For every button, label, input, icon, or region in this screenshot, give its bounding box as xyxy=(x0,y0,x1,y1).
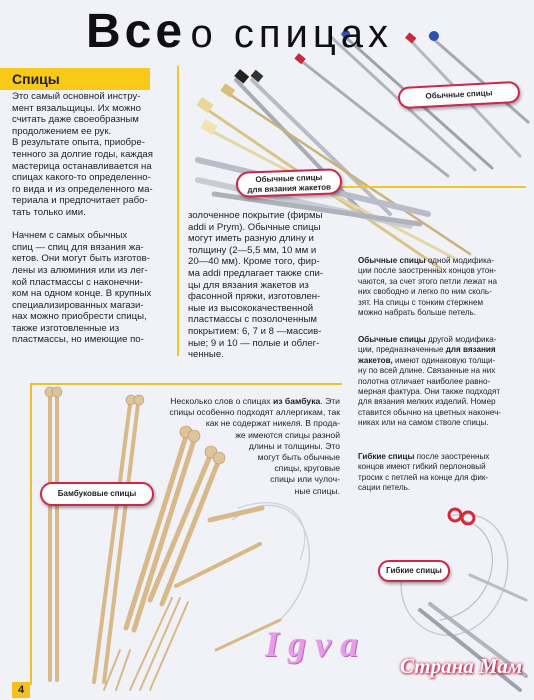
text-line: мерная фактура. Они также подходят xyxy=(358,387,501,397)
text-line: ну по всей длине. Связанные на них xyxy=(358,366,496,376)
text-span: одной модифика- xyxy=(425,256,494,265)
text-line: спиц — спиц для вязания жа- xyxy=(12,241,144,253)
text-line: пластмассы с позолоченным xyxy=(188,314,317,326)
text-line: них свободно и легко по ним сколь- xyxy=(358,287,492,297)
text-line: тенного за долгие годы, каждая xyxy=(12,148,153,160)
page-title-rest: о спицах xyxy=(190,12,394,56)
label-line: Обычные спицы xyxy=(255,172,323,185)
text-line: Начнем с самых обычных xyxy=(12,230,128,242)
page-title-bold: Все xyxy=(86,5,187,58)
term-for-jackets: для вязания xyxy=(445,345,496,355)
text-line xyxy=(358,345,528,355)
text-line: мент вязальщицы. Их можно xyxy=(12,102,142,114)
watermark: Igva xyxy=(265,624,367,664)
text-line: ции после заостренных концов утон- xyxy=(358,266,497,276)
text-span: имеют одинаковую толщи- xyxy=(392,355,496,365)
text-line: 20—40 мм). Кроме того, фир- xyxy=(188,256,320,268)
text-line xyxy=(150,396,340,407)
text-line: ма addi предлагает также спи- xyxy=(188,267,324,279)
text-line: могут быть обычные xyxy=(257,452,340,463)
text-line: тать только ими. xyxy=(12,206,86,218)
label-flexible-needles: Гибкие спицы xyxy=(378,560,450,582)
text-line: сации петель. xyxy=(358,483,411,493)
text-line: также изготовленные из xyxy=(12,322,120,334)
text-line xyxy=(358,256,528,266)
text-line: спицы, круговые xyxy=(274,463,340,474)
text-span: ции, предназначенные xyxy=(358,345,446,355)
horizontal-divider xyxy=(326,186,526,188)
text-line: addi и Prym). Обычные спицы xyxy=(188,221,321,233)
text-line: как не содержат никеля. В прода- xyxy=(205,418,340,429)
text-line: ченные. xyxy=(188,349,224,361)
text-span: . Эти xyxy=(320,396,340,406)
text-line: длины и толщины. Это xyxy=(248,440,340,451)
term-bamboo: из бамбука xyxy=(272,396,321,406)
text-line: считать даже своеобразным xyxy=(12,114,139,126)
text-line: териала и предпочитает рабо- xyxy=(12,195,148,207)
page-title xyxy=(86,4,516,62)
text-line: тросик с петлей на конце для фик- xyxy=(358,472,489,482)
text-line: покрытием: 6, 7 и 8 —массив- xyxy=(188,325,322,337)
flexible-needles-description xyxy=(358,452,528,494)
text-line: ные; 9 и 10 — полые и облег- xyxy=(188,337,320,349)
text-line: можно набрать больше петель. xyxy=(358,308,477,318)
text-line: спицы или чулоч- xyxy=(270,474,340,485)
text-line: спицы особенно подходят аллергикам, так xyxy=(169,407,340,418)
text-line: никах или на самом стволе спицы. xyxy=(358,418,489,428)
text-line: ные из высококачественной xyxy=(188,302,314,314)
text-line: полотна отличает наиболее равно- xyxy=(358,376,491,386)
text-line: кой пластмассы с наконечни- xyxy=(12,276,143,288)
label-jacket-needles xyxy=(236,168,343,198)
text-line: пластмассы, но имеющие по- xyxy=(12,334,144,346)
regular-needles-description xyxy=(358,256,528,318)
text-line: лены из алюминия или из лег- xyxy=(12,264,148,276)
text-line: фасонной пряжи, изготовлен- xyxy=(188,291,321,303)
text-line: концов имеют гибкий перлоновый xyxy=(358,462,486,472)
text-line: ные спицы. xyxy=(294,485,340,496)
text-line: продолжением ее рук. xyxy=(12,125,112,137)
text-line: Это самый основной инстру- xyxy=(12,91,141,102)
text-line: для вязания мелких изделий. Номер xyxy=(358,397,496,407)
bamboo-description xyxy=(150,396,340,497)
section-tag: Спицы xyxy=(0,68,150,90)
text-line: могут иметь разную длину и xyxy=(188,233,314,245)
text-span: другой модифика- xyxy=(425,335,497,344)
text-line: спицах какого-то определенно- xyxy=(12,172,151,184)
text-line: В результате опыта, приобре- xyxy=(12,137,145,149)
label-bamboo-needles: Бамбуковые спицы xyxy=(40,482,154,506)
text-line: цы для вязания жакетов из xyxy=(188,279,309,291)
text-line: толщину (2—5,5 мм, 10 мм и xyxy=(188,244,317,256)
text-line xyxy=(358,335,528,345)
term-jackets: жакетов, xyxy=(358,355,393,365)
label-regular-needles: Обычные спицы xyxy=(398,81,521,109)
term-regular-needles: Обычные спицы xyxy=(358,335,426,344)
intro-column xyxy=(12,91,178,346)
text-span: Несколько слов о спицах xyxy=(170,396,273,406)
text-span: после заостренных xyxy=(414,452,490,461)
text-line: нах можно приобрести спицы, xyxy=(12,311,147,323)
term-regular-needles: Обычные спицы xyxy=(358,256,426,265)
text-line: ставится обычно на цветных наконеч- xyxy=(358,407,501,417)
text-line: кетов. Они могут быть изготов- xyxy=(12,253,150,265)
page-number: 4 xyxy=(12,682,30,698)
text-line xyxy=(358,452,528,462)
jacket-needles-description xyxy=(358,335,528,429)
text-line: зят. На спицы с тонким стержнем xyxy=(358,297,484,307)
text-line: же имеются спицы разной xyxy=(235,429,340,440)
text-line: золоченное покрытие (фирмы xyxy=(188,210,323,221)
text-line: чаются, за счет этого петли лежат на xyxy=(358,276,498,286)
text-line: го вида и из определенного ма- xyxy=(12,183,153,195)
text-line: ком на одном конце. В крупных xyxy=(12,288,152,300)
text-line xyxy=(358,356,528,366)
coated-needles-column xyxy=(188,210,338,361)
brand-watermark: Страна Мам xyxy=(400,654,523,678)
text-line: мастерица останавливается на xyxy=(12,160,152,172)
term-flexible-needles: Гибкие спицы xyxy=(358,452,415,461)
text-line xyxy=(12,219,178,231)
text-line: специализированных магази- xyxy=(12,299,144,311)
label-line: для вязания жакетов xyxy=(247,182,332,195)
